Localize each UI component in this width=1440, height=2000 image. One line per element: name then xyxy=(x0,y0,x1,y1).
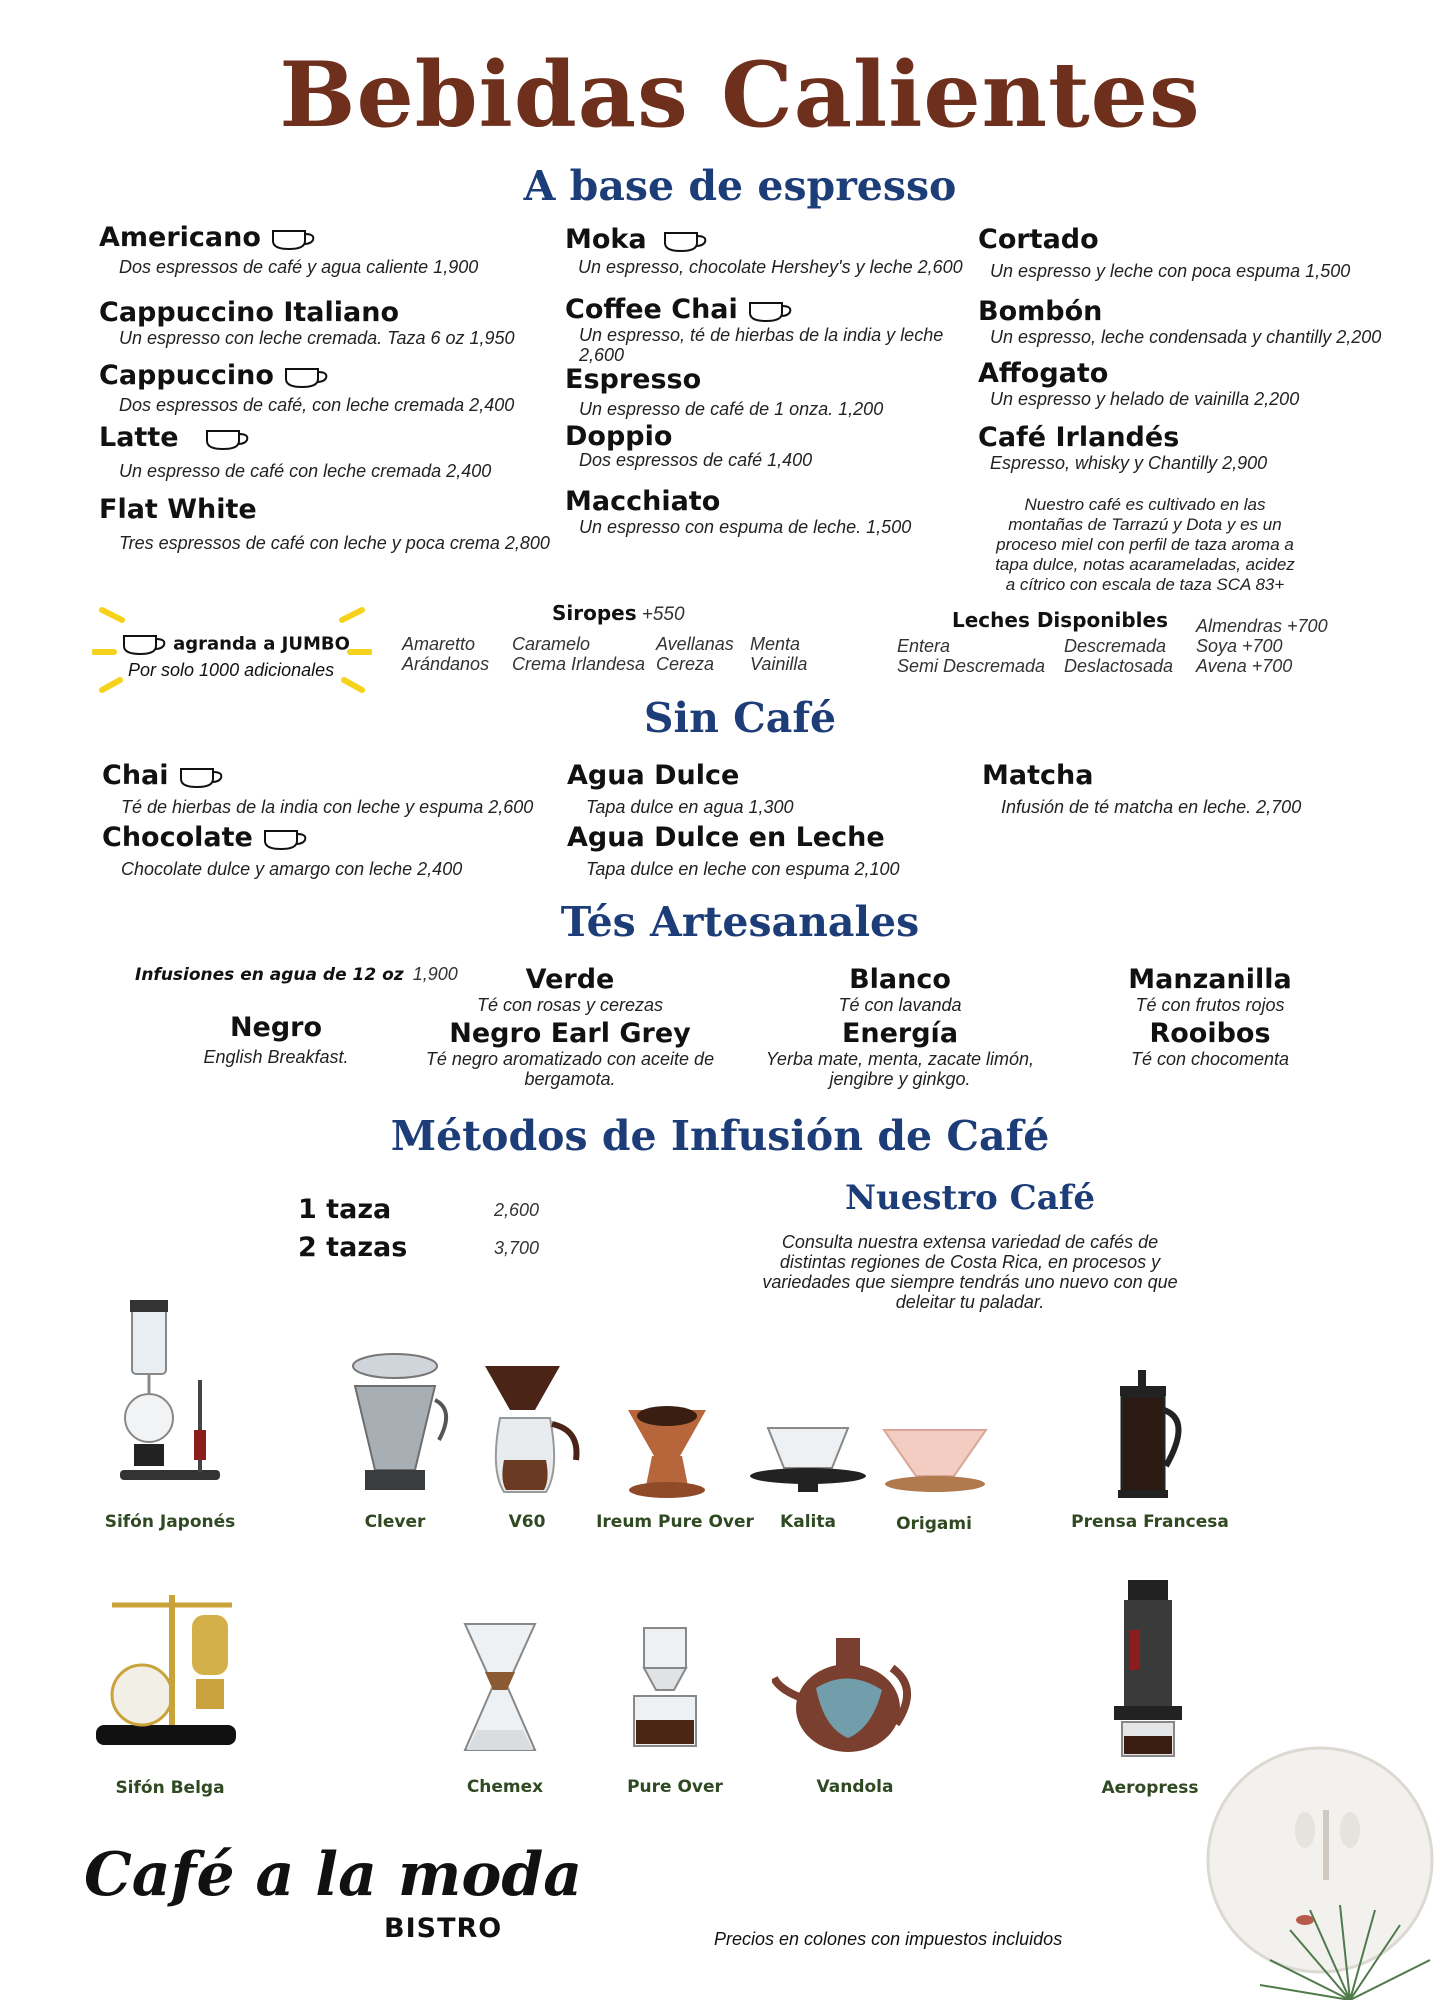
tea-negro-earl-grey: Negro Earl Grey Té negro aromatizado con aceite de bergamota. xyxy=(425,1018,715,1089)
nuestro-cafe-text: Consulta nuestra extensa variedad de cafés de distintas regiones de Costa Rica, en procesos y variedades que siempre tendrás uno nuevo con que deleitar tu paladar. xyxy=(762,1232,1178,1312)
menu-item-cappuccino: Cappuccino Dos espressos de café, con leche cremada 2,400 xyxy=(99,360,515,415)
clever-image xyxy=(345,1350,455,1500)
leches-extras: Almendras +700 Soya +700 Avena +700 xyxy=(1196,616,1328,676)
equipment-label: V60 xyxy=(508,1512,546,1532)
menu-item-matcha: Matcha Infusión de té matcha en leche. 2,700 xyxy=(982,760,1302,817)
tea-verde: Verde Té con rosas y cerezas xyxy=(476,964,664,1015)
menu-item-americano: Americano Dos espressos de café y agua caliente 1,900 xyxy=(99,222,479,277)
origami-image xyxy=(880,1426,990,1506)
leches-col-2: Descremada Deslactosada xyxy=(1064,636,1174,676)
menu-item-cafe-irlandes: Café Irlandés Espresso, whisky y Chantilly 2,900 xyxy=(978,422,1268,473)
menu-item-coffee-chai: Coffee Chai Un espresso, té de hierbas de la india y leche 2,600 xyxy=(565,294,944,365)
method-prices: 1 taza 2,600 2 tazas 3,700 xyxy=(298,1194,540,1263)
menu-item-espresso: Espresso Un espresso de café de 1 onza. 1,200 xyxy=(565,364,884,419)
tea-manzanilla: Manzanilla Té con frutos rojos xyxy=(1128,964,1292,1015)
espresso-heading: A base de espresso xyxy=(523,162,957,210)
coffee-origin-note: Nuestro café es cultivado en las montañas de Tarrazú y Dota y es un proceso miel con perfil de taza aroma a tapa dulce, notas acarameladas, acidez a cítrico con escala de taza SCA 83+ xyxy=(995,495,1295,594)
siropes-col-3: Avellanas Cereza xyxy=(656,634,734,674)
equipment-label: Clever xyxy=(364,1512,426,1532)
cup-icon xyxy=(263,827,309,851)
menu-item-moka: Moka Un espresso, chocolate Hershey's y leche 2,600 xyxy=(565,224,963,277)
cup-icon xyxy=(179,765,225,789)
v60-image xyxy=(480,1360,590,1500)
vandola-image xyxy=(772,1628,922,1758)
cup-icon xyxy=(122,632,168,656)
kalita-image xyxy=(748,1424,868,1494)
equipment-label: Pure Over xyxy=(627,1777,723,1797)
jumbo-label: agranda a JUMBO xyxy=(173,633,350,655)
french-press-image xyxy=(1108,1370,1198,1500)
cup-icon xyxy=(271,227,317,251)
menu-item-chocolate: Chocolate Chocolate dulce y amargo con leche 2,400 xyxy=(102,822,463,879)
tea-rooibos: Rooibos Té con chocomenta xyxy=(1130,1018,1290,1069)
equipment-label: Sifón Belga xyxy=(115,1778,225,1798)
metodos-heading: Métodos de Infusión de Café xyxy=(390,1112,1050,1160)
equipment-label: Prensa Francesa xyxy=(1071,1512,1229,1532)
equipment-label: Sifón Japonés xyxy=(104,1512,236,1532)
menu-item-flat-white: Flat White Tres espressos de café con leche y poca crema 2,800 xyxy=(99,494,550,553)
tea-energia: Energía Yerba mate, menta, zacate limón, jengibre y ginkgo. xyxy=(765,1018,1035,1089)
equipment-label: Kalita xyxy=(780,1512,836,1532)
jumbo-sub: Por solo 1000 adicionales xyxy=(128,660,335,680)
pour-over-image xyxy=(620,1624,710,1754)
siropes-col-4: Menta Vainilla xyxy=(750,634,808,674)
tes-heading: Tés Artesanales xyxy=(560,898,920,946)
menu-item-agua-dulce: Agua Dulce Tapa dulce en agua 1,300 xyxy=(567,760,794,817)
siphon-japanese-image xyxy=(120,1300,230,1500)
equipment-label: Ireum Pure Over xyxy=(596,1512,754,1532)
footer-note: Precios en colones con impuestos incluidos xyxy=(714,1929,1063,1949)
menu-item-bombon: Bombón Un espresso, leche condensada y chantilly 2,200 xyxy=(978,296,1382,347)
equipment-label: Chemex xyxy=(466,1777,544,1797)
chemex-image xyxy=(455,1620,545,1760)
menu-item-agua-dulce-en-leche: Agua Dulce en Leche Tapa dulce en leche con espuma 2,100 xyxy=(567,822,900,879)
equipment-label: Origami xyxy=(896,1514,972,1534)
equipment-label: Vandola xyxy=(816,1777,894,1797)
menu-item-doppio: Doppio Dos espressos de café 1,400 xyxy=(565,421,813,470)
tes-intro: Infusiones en agua de 12 oz 1,900 xyxy=(135,964,458,985)
nuestro-cafe-heading: Nuestro Café xyxy=(844,1178,1096,1218)
cup-icon xyxy=(748,299,794,323)
leches-col-1: Entera Semi Descremada xyxy=(897,636,1046,676)
siropes-heading: Siropes +550 xyxy=(552,601,685,625)
siphon-belgian-image xyxy=(92,1575,252,1755)
siropes-col-1: Amaretto Arándanos xyxy=(402,634,490,674)
leches-heading: Leches Disponibles xyxy=(952,608,1168,632)
tea-blanco: Blanco Té con lavanda xyxy=(838,964,962,1015)
menu-item-affogato: Affogato Un espresso y helado de vainilla 2,200 xyxy=(978,358,1300,409)
menu-item-macchiato: Macchiato Un espresso con espuma de leche. 1,500 xyxy=(565,486,912,537)
cup-icon xyxy=(205,427,251,451)
menu-item-cappuccino-italiano: Cappuccino Italiano Un espresso con leche cremada. Taza 6 oz 1,950 xyxy=(99,297,515,348)
brand-logo: Café a la moda xyxy=(84,1840,583,1910)
aeropress-image xyxy=(1108,1580,1188,1760)
ireum-pour-over-image xyxy=(622,1390,712,1500)
siropes-col-2: Caramelo Crema Irlandesa xyxy=(512,634,646,674)
equipment-label: Aeropress xyxy=(1101,1778,1199,1798)
cup-icon xyxy=(284,365,330,389)
menu-item-latte: Latte Un espresso de café con leche cremada 2,400 xyxy=(99,422,492,481)
menu-item-cortado: Cortado Un espresso y leche con poca espuma 1,500 xyxy=(978,224,1351,281)
cup-icon xyxy=(663,229,709,253)
menu-item-chai: Chai Té de hierbas de la india con leche y espuma 2,600 xyxy=(102,760,534,817)
decorative-plate-image xyxy=(1200,1730,1440,2000)
tea-negro: Negro English Breakfast. xyxy=(203,1012,349,1067)
jumbo-badge xyxy=(92,604,372,694)
sin-cafe-heading: Sin Café xyxy=(643,694,837,742)
brand-sub: BISTRO xyxy=(384,1913,503,1944)
page-title: Bebidas Calientes xyxy=(279,42,1201,148)
